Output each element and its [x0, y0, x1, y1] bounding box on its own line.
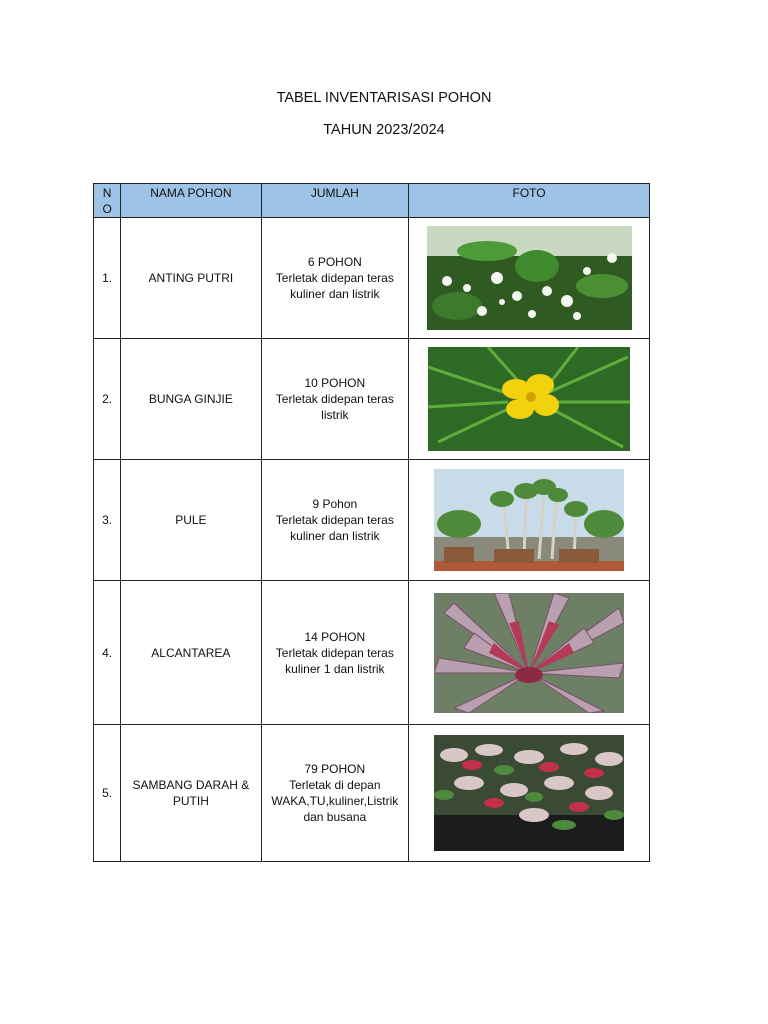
row-number: 2.: [94, 339, 121, 460]
tree-count: 10 POHON: [304, 376, 366, 390]
tree-name: ALCANTAREA: [121, 581, 261, 725]
tree-count-cell: [261, 218, 409, 339]
table-row: [94, 581, 650, 725]
photo-cell: [409, 725, 650, 862]
pule-photo: [434, 469, 624, 571]
tree-count-cell: [261, 725, 409, 862]
tree-count: 14 POHON: [304, 629, 366, 644]
tree-name: PULE: [121, 460, 261, 581]
row-number: 1.: [94, 218, 121, 339]
header-jumlah: JUMLAH: [261, 184, 409, 218]
tree-count-cell: [261, 339, 409, 460]
table-row: [94, 218, 650, 339]
tree-count-cell: [261, 460, 409, 581]
photo-cell: [409, 218, 650, 339]
header-name: NAMA POHON: [121, 184, 261, 218]
row-number: 4.: [94, 581, 121, 725]
alcantarea-photo: [434, 593, 624, 713]
tree-count-cell: [261, 581, 409, 725]
photo-cell: [409, 460, 650, 581]
table-header-row: [94, 184, 650, 218]
tree-name: ANTING PUTRI: [121, 218, 261, 339]
header-no: NO: [94, 184, 121, 218]
photo-cell: [409, 581, 650, 725]
tree-location: Terletak didepan teras listrik: [275, 392, 394, 422]
photo-cell: [409, 339, 650, 460]
document-subtitle: TAHUN 2023/2024: [323, 122, 445, 138]
header-foto: FOTO: [409, 184, 650, 218]
table-row: [94, 725, 650, 862]
table-row: [94, 339, 650, 460]
table-row: [94, 460, 650, 581]
tree-location: Terletak di depan WAKA,TU,kuliner,Listrik dan busana: [271, 778, 399, 824]
row-number: 5.: [94, 725, 121, 862]
tree-count: 79 POHON: [304, 762, 366, 776]
anting-putri-photo: [427, 226, 632, 330]
tree-count: 6 POHON: [307, 255, 362, 269]
tree-location: Terletak didepan teras kuliner dan listrik: [275, 271, 394, 301]
sambang-photo: [434, 735, 624, 851]
tree-count: 9 Pohon: [312, 497, 358, 511]
tree-name: SAMBANG DARAH & PUTIH: [121, 725, 261, 862]
inventory-table: [93, 183, 650, 862]
tree-location: Terletak didepan teras kuliner dan listrik: [275, 513, 394, 543]
tree-name: BUNGA GINJIE: [121, 339, 261, 460]
row-number: 3.: [94, 460, 121, 581]
bunga-ginjie-photo: [428, 347, 630, 451]
document-title: TABEL INVENTARISASI POHON: [276, 90, 492, 106]
tree-location: Terletak didepan teras kuliner 1 dan listrik: [275, 645, 394, 676]
